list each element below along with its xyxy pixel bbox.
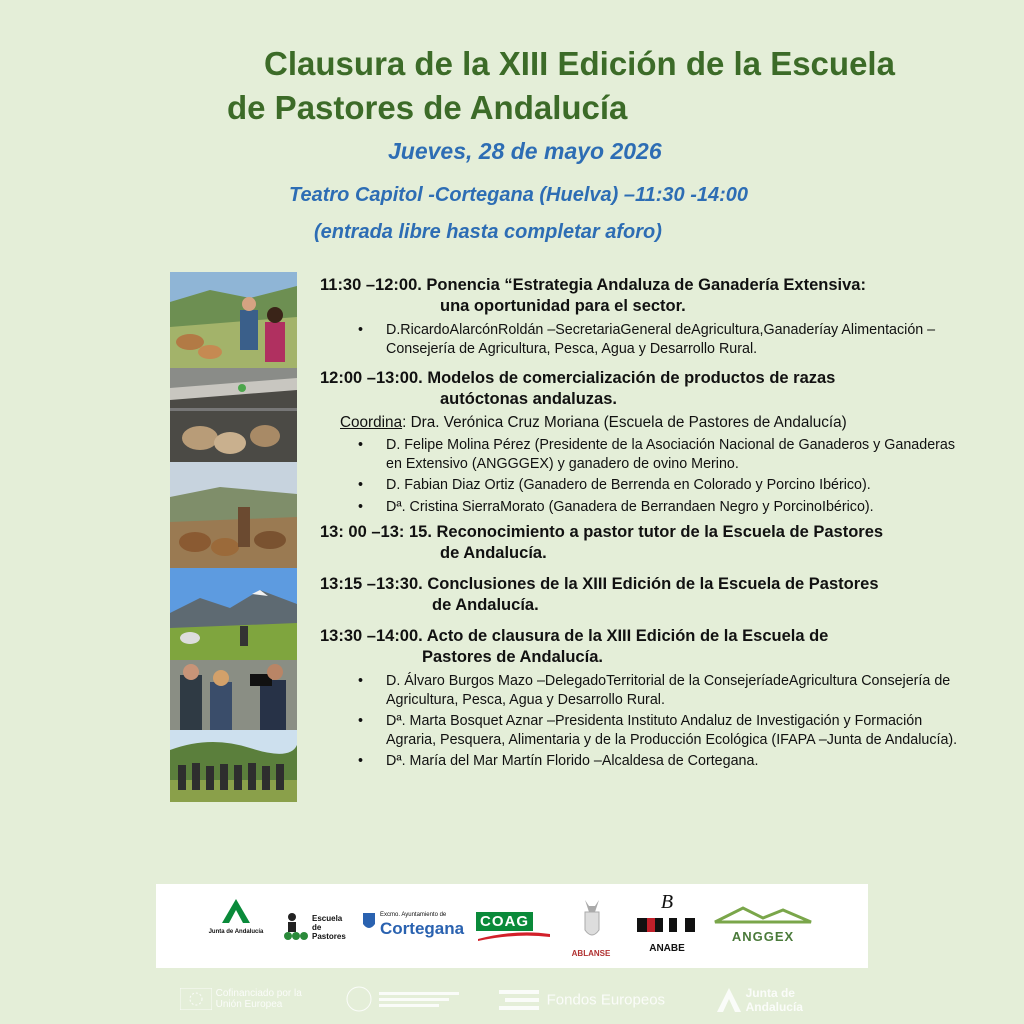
item-title-continued: de Andalucía.	[432, 596, 539, 614]
photo-strip	[170, 272, 297, 802]
event-venue: Teatro Capitol -Cortegana (Huelva) –11:30 -14:00	[289, 184, 749, 206]
item-time: 13: 00 –13: 15.	[320, 523, 432, 541]
item-title: Reconocimiento a pastor tutor de la Escuela de Pastores	[431, 523, 884, 541]
coag-logo: COAG	[476, 912, 552, 941]
photo-mountain-pasture	[170, 568, 297, 660]
photo-sheep-barn	[170, 368, 297, 462]
event-entry-note: (entrada libre hasta completar aforo)	[314, 221, 662, 243]
speaker: • Dª. María del Mar Martín Florido –Alcaldesa de Cortegana.	[386, 752, 960, 771]
page-title	[0, 42, 1024, 130]
eu-logo: Cofinanciado por la Unión Europea	[180, 988, 306, 1010]
fondos-icon	[497, 986, 543, 1014]
title-line-1: Clausura de la XIII Edición de la Escuela	[264, 45, 895, 82]
speaker-list	[320, 672, 960, 771]
event-date: Jueves, 28 de mayo 2026	[388, 138, 662, 164]
item-title: Ponencia “Estrategia Andaluza de Ganadería Extensiva:	[421, 276, 866, 294]
program-item	[320, 574, 960, 616]
coordinator-label: Coordina	[340, 414, 403, 431]
junta-a-icon	[221, 898, 251, 924]
speaker-list	[320, 321, 960, 358]
ablanse-logo: ABLANSE	[566, 896, 616, 958]
item-title: Conclusiones de la XIII Edición de la Escuela de Pastores	[422, 575, 879, 593]
item-time: 13:30 –14:00.	[320, 627, 423, 645]
sponsor-logos	[156, 884, 868, 968]
program-item	[320, 626, 960, 771]
speaker: • D. Álvaro Burgos Mazo –DelegadoTerritorial de la ConsejeríadeAgricultura Consejería de Agricultura, Pesca, Agua y Desarrollo Rural.	[386, 672, 960, 709]
program-item	[320, 522, 960, 564]
item-title-continued: autóctonas andaluzas.	[440, 390, 617, 408]
goat-icon	[571, 896, 611, 944]
item-time: 12:00 –13:00.	[320, 369, 423, 387]
mountains-icon	[713, 906, 813, 924]
speaker: • D.RicardoAlarcónRoldán –SecretariaGeneral deAgricultura,Ganaderíay Alimentación –Consejería de Agricultura, Pesca, Agua y Desarrollo Rural.	[386, 321, 960, 358]
program	[320, 275, 960, 774]
item-time: 11:30 –12:00.	[320, 276, 422, 294]
item-title-continued: de Andalucía.	[440, 544, 547, 562]
eu-flag-icon	[180, 988, 212, 1010]
photo-group	[170, 730, 297, 802]
photo-shepherds-with-goats	[170, 272, 297, 368]
speaker: • D. Felipe Molina Pérez (Presidente de la Asociación Nacional de Ganaderos y Ganaderas en Extensivo (ANGGGEX) y ganadero de ovino Merino.	[386, 436, 960, 473]
coordinator	[340, 414, 960, 432]
junta-footer-logo: Junta de Andalucía	[716, 986, 826, 1014]
item-time: 13:15 –13:30.	[320, 575, 423, 593]
coag-swoosh-icon	[476, 931, 552, 941]
title-line-2: de Pastores de Andalucía	[227, 89, 628, 126]
program-item	[320, 275, 960, 358]
program-item	[320, 368, 960, 516]
coordinator-text: : Dra. Verónica Cruz Moriana (Escuela de Pastores de Andalucía)	[402, 414, 847, 431]
shepherd-icon	[282, 912, 310, 942]
escuela-logo: Escuela de Pastores	[282, 912, 310, 947]
crest-icon	[345, 984, 465, 1014]
junta-logo: Junta de Andalucía	[196, 898, 276, 935]
speaker: • D. Fabian Diaz Ortiz (Ganadero de Berrenda en Colorado y Porcino Ibérico).	[386, 476, 960, 495]
photo-goat-herd	[170, 462, 297, 568]
junta-a-icon	[716, 987, 742, 1013]
item-title-continued: Pastores de Andalucía.	[422, 648, 603, 666]
item-title: Acto de clausura de la XIII Edición de la Escuela de	[422, 627, 829, 645]
cortegana-logo: Excmo. Ayuntamiento de Cortegana	[362, 912, 376, 937]
anggex-logo: ANGGEX	[708, 906, 818, 944]
photo-tv-interview	[170, 660, 297, 730]
ministry-crest	[345, 984, 465, 1017]
item-title-continued: una oportunidad para el sector.	[440, 297, 686, 315]
fondos-logo: Fondos Europeos	[497, 986, 665, 1014]
speaker: • Dª. Cristina SierraMorato (Ganadera de Berrandaen Negro y PorcinoIbérico).	[386, 498, 960, 517]
coat-of-arms-icon	[362, 912, 376, 932]
cattle-icon	[633, 912, 701, 938]
speaker-list	[320, 436, 960, 516]
item-title: Modelos de comercialización de productos de razas	[422, 369, 836, 387]
speaker: • Dª. Marta Bosquet Aznar –Presidenta Instituto Andaluz de Investigación y Formación Agraria, Pesquera, Alimentaria y de la Producción Ecológica (IFAPA –Junta de Andalucía).	[386, 712, 960, 749]
footer-funding	[0, 980, 1024, 1024]
anabe-logo: B ANABE	[632, 892, 702, 954]
